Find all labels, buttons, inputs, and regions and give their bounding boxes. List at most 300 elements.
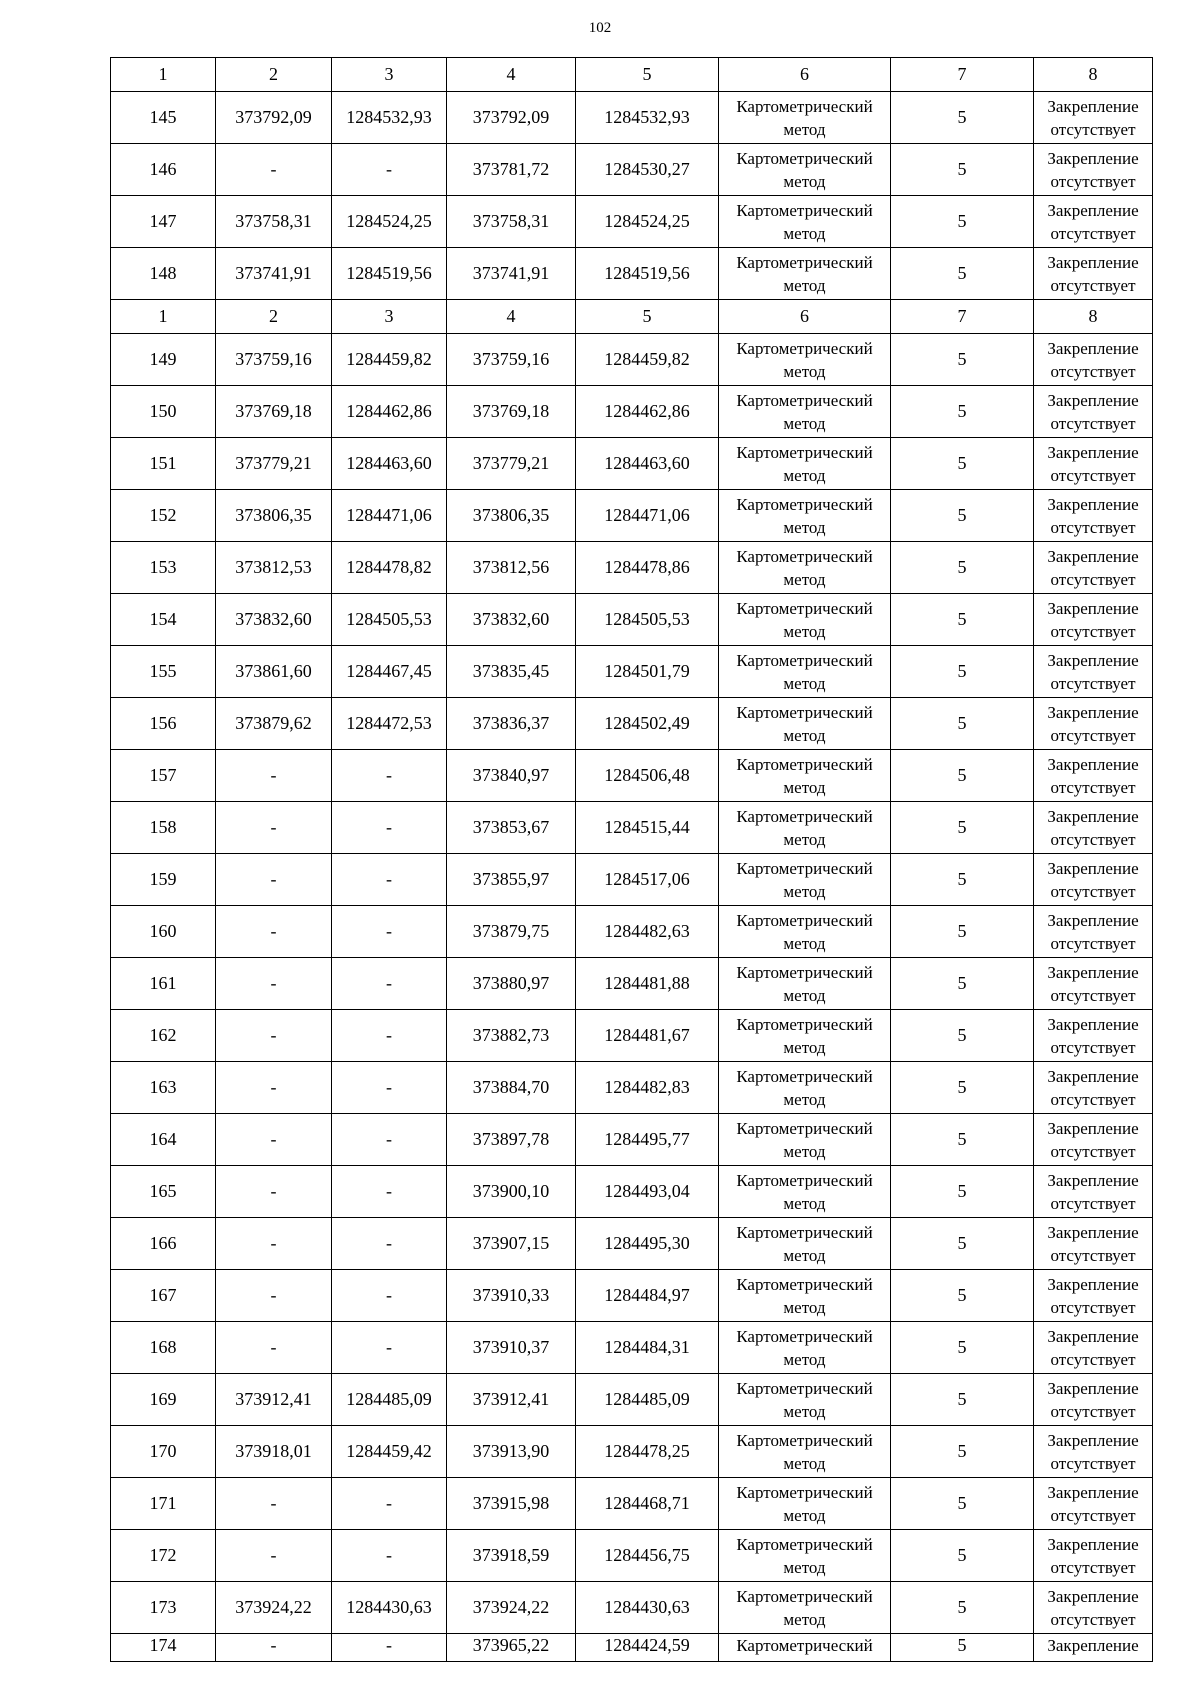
table-row xyxy=(111,196,1153,248)
method-line: Картометрический xyxy=(736,754,873,774)
old-y: - xyxy=(332,750,447,802)
column-number: 5 xyxy=(576,300,719,334)
method-line: метод xyxy=(783,673,826,693)
fixation xyxy=(1034,1270,1153,1322)
fixation-line: отсутствует xyxy=(1050,621,1136,641)
old-x: 373861,60 xyxy=(216,646,332,698)
fixation-line: отсутствует xyxy=(1050,933,1136,953)
old-x: 373758,31 xyxy=(216,196,332,248)
method-line: метод xyxy=(783,413,826,433)
header-row xyxy=(111,58,1153,92)
column-number: 7 xyxy=(891,58,1034,92)
old-y: 1284471,06 xyxy=(332,490,447,542)
column-number: 8 xyxy=(1034,58,1153,92)
column-number: 1 xyxy=(111,58,216,92)
accuracy: 5 xyxy=(891,92,1034,144)
new-x: 373900,10 xyxy=(447,1166,576,1218)
old-x: 373912,41 xyxy=(216,1374,332,1426)
point-number: 155 xyxy=(111,646,216,698)
old-y: - xyxy=(332,1478,447,1530)
table-row xyxy=(111,334,1153,386)
old-x: - xyxy=(216,1062,332,1114)
method-line: метод xyxy=(783,1193,826,1213)
accuracy: 5 xyxy=(891,1582,1034,1634)
new-x: 373812,56 xyxy=(447,542,576,594)
method-line: Картометрический xyxy=(736,910,873,930)
old-y: 1284485,09 xyxy=(332,1374,447,1426)
fixation-line: Закрепление xyxy=(1047,252,1139,272)
method xyxy=(719,92,891,144)
method-line: метод xyxy=(783,569,826,589)
method-line: метод xyxy=(783,777,826,797)
accuracy: 5 xyxy=(891,438,1034,490)
method-line: Картометрический xyxy=(736,1430,873,1450)
point-number: 170 xyxy=(111,1426,216,1478)
method-line: Картометрический xyxy=(736,702,873,722)
method xyxy=(719,1426,891,1478)
new-x: 373897,78 xyxy=(447,1114,576,1166)
method-line: Картометрический xyxy=(736,806,873,826)
new-y: 1284519,56 xyxy=(576,248,719,300)
fixation-line: Закрепление xyxy=(1047,200,1139,220)
fixation-line: Закрепление xyxy=(1047,494,1139,514)
method xyxy=(719,196,891,248)
fixation-line: отсутствует xyxy=(1050,1193,1136,1213)
new-x: 373879,75 xyxy=(447,906,576,958)
column-number: 4 xyxy=(447,300,576,334)
point-number: 152 xyxy=(111,490,216,542)
table-row xyxy=(111,1634,1153,1662)
method-line: Картометрический xyxy=(736,650,873,670)
method-line: метод xyxy=(783,829,826,849)
fixation xyxy=(1034,1426,1153,1478)
accuracy: 5 xyxy=(891,906,1034,958)
table-row xyxy=(111,386,1153,438)
new-y: 1284481,67 xyxy=(576,1010,719,1062)
method-line: Картометрический xyxy=(736,1222,873,1242)
fixation xyxy=(1034,1478,1153,1530)
column-number: 3 xyxy=(332,58,447,92)
accuracy: 5 xyxy=(891,1530,1034,1582)
fixation-line: отсутствует xyxy=(1050,275,1136,295)
method-line: метод xyxy=(783,725,826,745)
accuracy: 5 xyxy=(891,1010,1034,1062)
fixation-line: Закрепление xyxy=(1047,1430,1139,1450)
new-y: 1284478,25 xyxy=(576,1426,719,1478)
point-number: 171 xyxy=(111,1478,216,1530)
new-x: 373779,21 xyxy=(447,438,576,490)
point-number: 168 xyxy=(111,1322,216,1374)
fixation-line: отсутствует xyxy=(1050,119,1136,139)
table-row xyxy=(111,1478,1153,1530)
old-y: 1284519,56 xyxy=(332,248,447,300)
fixation-line: отсутствует xyxy=(1050,569,1136,589)
old-y: - xyxy=(332,144,447,196)
table-row xyxy=(111,646,1153,698)
method-line: метод xyxy=(783,1401,826,1421)
method-line: Картометрический xyxy=(736,442,873,462)
accuracy: 5 xyxy=(891,1270,1034,1322)
fixation xyxy=(1034,1374,1153,1426)
old-y: - xyxy=(332,1010,447,1062)
old-y: - xyxy=(332,1634,447,1662)
old-x: 373918,01 xyxy=(216,1426,332,1478)
accuracy: 5 xyxy=(891,490,1034,542)
old-x: - xyxy=(216,144,332,196)
fixation xyxy=(1034,854,1153,906)
new-x: 373918,59 xyxy=(447,1530,576,1582)
new-y: 1284501,79 xyxy=(576,646,719,698)
method xyxy=(719,248,891,300)
new-y: 1284484,97 xyxy=(576,1270,719,1322)
fixation-line: Закрепление xyxy=(1047,962,1139,982)
point-number: 151 xyxy=(111,438,216,490)
old-x: 373832,60 xyxy=(216,594,332,646)
point-number: 167 xyxy=(111,1270,216,1322)
new-y: 1284468,71 xyxy=(576,1478,719,1530)
accuracy: 5 xyxy=(891,1478,1034,1530)
method-line: метод xyxy=(783,1349,826,1369)
method-line: Картометрический xyxy=(736,1586,873,1606)
point-number: 163 xyxy=(111,1062,216,1114)
accuracy: 5 xyxy=(891,1374,1034,1426)
point-number: 165 xyxy=(111,1166,216,1218)
new-y: 1284505,53 xyxy=(576,594,719,646)
table-row xyxy=(111,1322,1153,1374)
fixation xyxy=(1034,1010,1153,1062)
table-row xyxy=(111,1010,1153,1062)
point-number: 166 xyxy=(111,1218,216,1270)
method-line: метод xyxy=(783,933,826,953)
table-row xyxy=(111,1270,1153,1322)
fixation-line: Закрепление xyxy=(1047,1118,1139,1138)
new-x: 373910,37 xyxy=(447,1322,576,1374)
fixation-line: отсутствует xyxy=(1050,1401,1136,1421)
old-x: - xyxy=(216,1114,332,1166)
new-y: 1284482,63 xyxy=(576,906,719,958)
method-line: метод xyxy=(783,1245,826,1265)
method-line: Картометрический xyxy=(736,1014,873,1034)
new-y: 1284532,93 xyxy=(576,92,719,144)
method xyxy=(719,958,891,1010)
new-x: 373835,45 xyxy=(447,646,576,698)
new-y: 1284495,30 xyxy=(576,1218,719,1270)
method-line: метод xyxy=(783,1505,826,1525)
fixation xyxy=(1034,698,1153,750)
accuracy: 5 xyxy=(891,1218,1034,1270)
method-line: Картометрический xyxy=(736,858,873,878)
old-y: - xyxy=(332,1166,447,1218)
point-number: 158 xyxy=(111,802,216,854)
method-line: метод xyxy=(783,361,826,381)
fixation xyxy=(1034,144,1153,196)
point-number: 174 xyxy=(111,1634,216,1662)
new-y: 1284481,88 xyxy=(576,958,719,1010)
method-line: Картометрический xyxy=(736,1482,873,1502)
fixation xyxy=(1034,906,1153,958)
fixation-line: Закрепление xyxy=(1047,910,1139,930)
old-x: - xyxy=(216,854,332,906)
table-row xyxy=(111,906,1153,958)
method xyxy=(719,1010,891,1062)
point-number: 153 xyxy=(111,542,216,594)
method-line: метод xyxy=(783,881,826,901)
fixation-line: отсутствует xyxy=(1050,1089,1136,1109)
accuracy: 5 xyxy=(891,386,1034,438)
method xyxy=(719,386,891,438)
old-y: - xyxy=(332,1218,447,1270)
method-line: метод xyxy=(783,517,826,537)
old-x: - xyxy=(216,958,332,1010)
fixation xyxy=(1034,1114,1153,1166)
point-number: 173 xyxy=(111,1582,216,1634)
fixation-line: Закрепление xyxy=(1047,598,1139,618)
new-x: 373840,97 xyxy=(447,750,576,802)
old-y: 1284459,82 xyxy=(332,334,447,386)
method-line: Картометрический xyxy=(736,1066,873,1086)
accuracy: 5 xyxy=(891,196,1034,248)
new-x: 373832,60 xyxy=(447,594,576,646)
point-number: 159 xyxy=(111,854,216,906)
method-line: метод xyxy=(783,1141,826,1161)
new-x: 373806,35 xyxy=(447,490,576,542)
accuracy: 5 xyxy=(891,802,1034,854)
new-y: 1284478,86 xyxy=(576,542,719,594)
new-x: 373853,67 xyxy=(447,802,576,854)
column-number: 3 xyxy=(332,300,447,334)
fixation xyxy=(1034,438,1153,490)
accuracy: 5 xyxy=(891,334,1034,386)
fixation-line: Закрепление xyxy=(1047,1170,1139,1190)
fixation xyxy=(1034,92,1153,144)
new-y: 1284495,77 xyxy=(576,1114,719,1166)
column-number: 4 xyxy=(447,58,576,92)
fixation-line: Закрепление xyxy=(1047,1636,1139,1655)
fixation-line: Закрепление xyxy=(1047,1586,1139,1606)
accuracy: 5 xyxy=(891,1114,1034,1166)
method xyxy=(719,854,891,906)
new-y: 1284524,25 xyxy=(576,196,719,248)
fixation xyxy=(1034,1166,1153,1218)
fixation-line: отсутствует xyxy=(1050,985,1136,1005)
fixation xyxy=(1034,542,1153,594)
fixation-line: Закрепление xyxy=(1047,1534,1139,1554)
point-number: 169 xyxy=(111,1374,216,1426)
method-line: Картометрический xyxy=(736,148,873,168)
fixation-line: Закрепление xyxy=(1047,1482,1139,1502)
old-y: 1284463,60 xyxy=(332,438,447,490)
fixation-line: отсутствует xyxy=(1050,725,1136,745)
fixation-line: Закрепление xyxy=(1047,546,1139,566)
point-number: 147 xyxy=(111,196,216,248)
point-number: 145 xyxy=(111,92,216,144)
method xyxy=(719,1062,891,1114)
table-body xyxy=(111,58,1153,1662)
old-y: - xyxy=(332,1114,447,1166)
method-line: метод xyxy=(783,171,826,191)
old-y: 1284478,82 xyxy=(332,542,447,594)
old-y: 1284524,25 xyxy=(332,196,447,248)
old-y: 1284430,63 xyxy=(332,1582,447,1634)
method-line: Картометрический xyxy=(736,1534,873,1554)
fixation-line: отсутствует xyxy=(1050,223,1136,243)
method-line: Картометрический xyxy=(736,546,873,566)
fixation-line: отсутствует xyxy=(1050,413,1136,433)
column-number: 6 xyxy=(719,300,891,334)
fixation-line: Закрепление xyxy=(1047,1378,1139,1398)
table-row xyxy=(111,750,1153,802)
method-line: Картометрический xyxy=(736,200,873,220)
new-x: 373965,22 xyxy=(447,1634,576,1662)
method xyxy=(719,906,891,958)
fixation-line: отсутствует xyxy=(1050,1609,1136,1629)
point-number: 161 xyxy=(111,958,216,1010)
coordinates-table xyxy=(110,57,1153,1662)
fixation-line: отсутствует xyxy=(1050,673,1136,693)
new-x: 373741,91 xyxy=(447,248,576,300)
new-x: 373880,97 xyxy=(447,958,576,1010)
fixation-line: отсутствует xyxy=(1050,1141,1136,1161)
fixation-line: Закрепление xyxy=(1047,702,1139,722)
old-x: - xyxy=(216,1270,332,1322)
fixation-line: Закрепление xyxy=(1047,96,1139,116)
point-number: 148 xyxy=(111,248,216,300)
new-y: 1284471,06 xyxy=(576,490,719,542)
new-x: 373915,98 xyxy=(447,1478,576,1530)
accuracy: 5 xyxy=(891,542,1034,594)
fixation-line: отсутствует xyxy=(1050,1453,1136,1473)
method-line: метод xyxy=(783,1297,826,1317)
method xyxy=(719,1478,891,1530)
method xyxy=(719,750,891,802)
method xyxy=(719,1270,891,1322)
method-line: метод xyxy=(783,465,826,485)
old-y: 1284472,53 xyxy=(332,698,447,750)
method xyxy=(719,1530,891,1582)
fixation-line: Закрепление xyxy=(1047,858,1139,878)
method-line: Картометрический xyxy=(736,962,873,982)
method xyxy=(719,1218,891,1270)
new-y: 1284430,63 xyxy=(576,1582,719,1634)
table-row xyxy=(111,1062,1153,1114)
fixation-line: Закрепление xyxy=(1047,442,1139,462)
old-x: 373759,16 xyxy=(216,334,332,386)
old-x: 373924,22 xyxy=(216,1582,332,1634)
fixation-line: Закрепление xyxy=(1047,806,1139,826)
accuracy: 5 xyxy=(891,594,1034,646)
fixation-line: отсутствует xyxy=(1050,829,1136,849)
new-x: 373884,70 xyxy=(447,1062,576,1114)
point-number: 160 xyxy=(111,906,216,958)
method xyxy=(719,490,891,542)
fixation xyxy=(1034,958,1153,1010)
accuracy: 5 xyxy=(891,646,1034,698)
old-x: 373741,91 xyxy=(216,248,332,300)
fixation xyxy=(1034,594,1153,646)
old-x: - xyxy=(216,1530,332,1582)
column-number: 2 xyxy=(216,300,332,334)
old-y: - xyxy=(332,802,447,854)
old-y: - xyxy=(332,1270,447,1322)
method-line: метод xyxy=(783,1089,826,1109)
fixation-line: Закрепление xyxy=(1047,338,1139,358)
accuracy: 5 xyxy=(891,1634,1034,1662)
column-number: 6 xyxy=(719,58,891,92)
method-line: Картометрический xyxy=(736,252,873,272)
method-line: Картометрический xyxy=(736,1636,873,1655)
fixation-line: Закрепление xyxy=(1047,1274,1139,1294)
fixation xyxy=(1034,750,1153,802)
fixation xyxy=(1034,386,1153,438)
new-y: 1284482,83 xyxy=(576,1062,719,1114)
new-x: 373781,72 xyxy=(447,144,576,196)
fixation-line: отсутствует xyxy=(1050,1037,1136,1057)
fixation-line: Закрепление xyxy=(1047,1222,1139,1242)
method xyxy=(719,1582,891,1634)
method-line: Картометрический xyxy=(736,1326,873,1346)
table-row xyxy=(111,1530,1153,1582)
fixation xyxy=(1034,1582,1153,1634)
new-y: 1284485,09 xyxy=(576,1374,719,1426)
method xyxy=(719,1166,891,1218)
point-number: 150 xyxy=(111,386,216,438)
old-x: - xyxy=(216,906,332,958)
new-x: 373912,41 xyxy=(447,1374,576,1426)
method-line: Картометрический xyxy=(736,1274,873,1294)
new-y: 1284515,44 xyxy=(576,802,719,854)
old-x: - xyxy=(216,1478,332,1530)
table-row xyxy=(111,438,1153,490)
header-row xyxy=(111,300,1153,334)
fixation-line: отсутствует xyxy=(1050,881,1136,901)
accuracy: 5 xyxy=(891,144,1034,196)
column-number: 2 xyxy=(216,58,332,92)
fixation-line: отсутствует xyxy=(1050,361,1136,381)
table-row xyxy=(111,854,1153,906)
fixation-line: Закрепление xyxy=(1047,1066,1139,1086)
fixation xyxy=(1034,1218,1153,1270)
column-number: 7 xyxy=(891,300,1034,334)
accuracy: 5 xyxy=(891,1426,1034,1478)
method-line: метод xyxy=(783,985,826,1005)
fixation xyxy=(1034,196,1153,248)
new-y: 1284506,48 xyxy=(576,750,719,802)
method xyxy=(719,542,891,594)
method-line: метод xyxy=(783,223,826,243)
old-y: - xyxy=(332,906,447,958)
table-row xyxy=(111,802,1153,854)
table-row xyxy=(111,542,1153,594)
point-number: 146 xyxy=(111,144,216,196)
fixation xyxy=(1034,1062,1153,1114)
table-row xyxy=(111,144,1153,196)
method xyxy=(719,1374,891,1426)
old-x: - xyxy=(216,1322,332,1374)
method xyxy=(719,698,891,750)
point-number: 149 xyxy=(111,334,216,386)
fixation-line: отсутствует xyxy=(1050,1557,1136,1577)
fixation-line: отсутствует xyxy=(1050,1245,1136,1265)
old-y: - xyxy=(332,958,447,1010)
old-y: 1284459,42 xyxy=(332,1426,447,1478)
old-x: 373879,62 xyxy=(216,698,332,750)
point-number: 154 xyxy=(111,594,216,646)
method-line: Картометрический xyxy=(736,494,873,514)
fixation xyxy=(1034,334,1153,386)
old-y: - xyxy=(332,1530,447,1582)
accuracy: 5 xyxy=(891,1166,1034,1218)
method xyxy=(719,334,891,386)
